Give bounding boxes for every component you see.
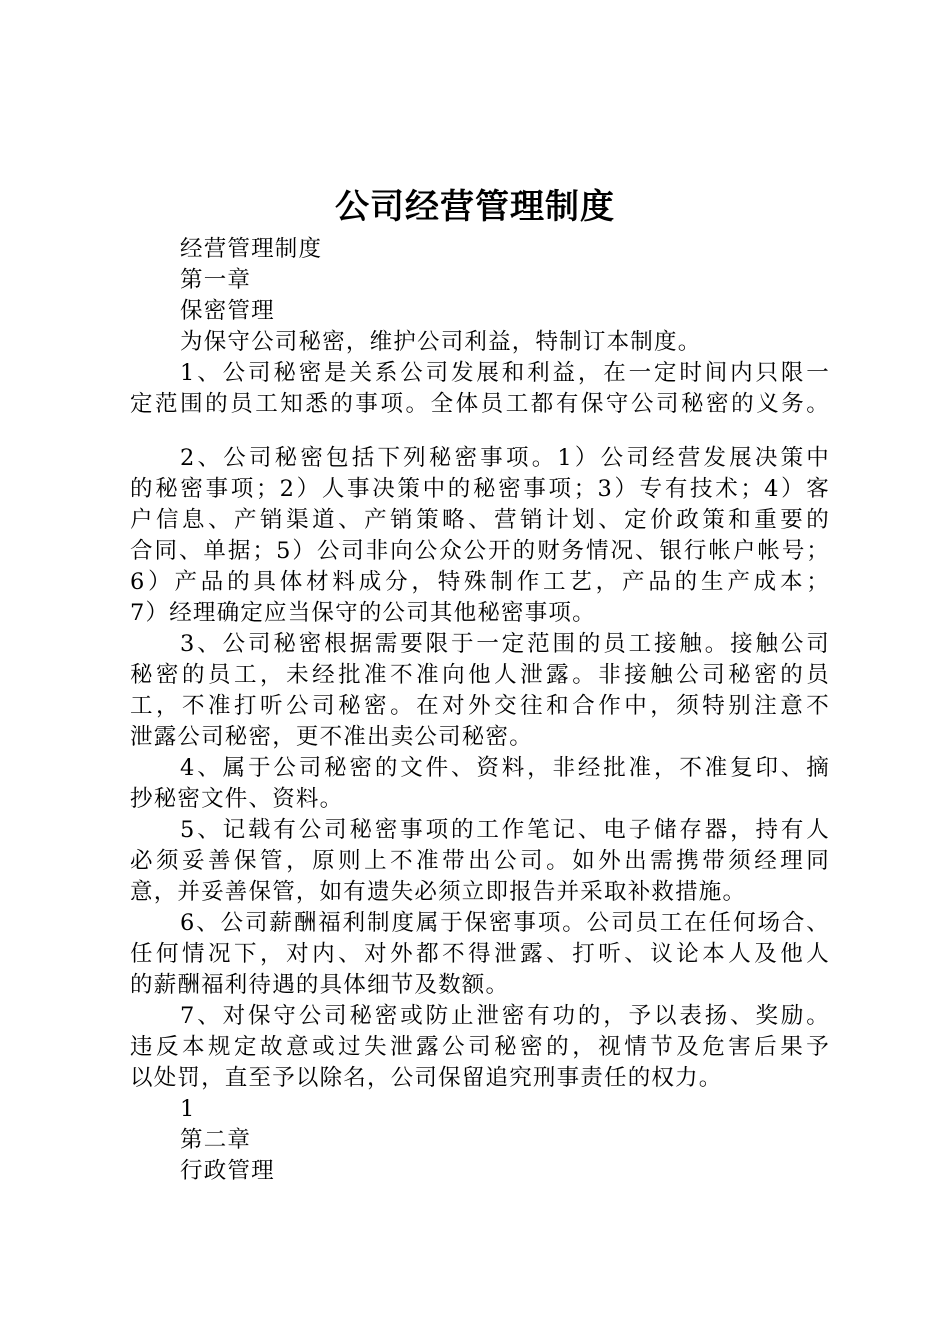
chapter-heading: 第二章 [180, 1127, 252, 1153]
paragraph-line: 任何情况下，对内、对外都不得泄露、打听、议论本人及他人 [130, 941, 830, 967]
subtitle-line: 经营管理制度 [180, 236, 323, 262]
paragraph-line: 2、公司秘密包括下列秘密事项。1）公司经营发展决策中 [180, 445, 830, 471]
paragraph-line: 必须妥善保管，原则上不准带出公司。如外出需携带须经理同 [130, 848, 830, 874]
paragraph-line: 5、记载有公司秘密事项的工作笔记、电子储存器，持有人 [180, 817, 830, 843]
paragraph-line: 意，并妥善保管，如有遗失必须立即报告并采取补救措施。 [130, 879, 747, 905]
document-title: 公司经营管理制度 [335, 187, 615, 227]
paragraph-line: 泄露公司秘密，更不准出卖公司秘密。 [130, 724, 533, 750]
paragraph-line: 3、公司秘密根据需要限于一定范围的员工接触。接触公司 [180, 631, 830, 657]
paragraph-line: 6、公司薪酬福利制度属于保密事项。公司员工在任何场合、 [180, 910, 830, 936]
paragraph-line: 4、属于公司秘密的文件、资料，非经批准，不准复印、摘 [180, 755, 830, 781]
paragraph-line: 定范围的员工知悉的事项。全体员工都有保守公司秘密的义务。 [130, 391, 830, 417]
paragraph-line: 的薪酬福利待遇的具体细节及数额。 [130, 972, 510, 998]
section-heading: 行政管理 [180, 1158, 275, 1184]
paragraph-line: 工，不准打听公司秘密。在对外交往和合作中，须特别注意不 [130, 693, 830, 719]
paragraph-line: 6）产品的具体材料成分，特殊制作工艺，产品的生产成本； [130, 569, 830, 595]
intro-paragraph: 为保守公司秘密，维护公司利益，特制订本制度。 [180, 329, 702, 355]
paragraph-line: 秘密的员工，未经批准不准向他人泄露。非接触公司秘密的员 [130, 662, 830, 688]
page-number: 1 [180, 1096, 196, 1122]
paragraph-line: 7、对保守公司秘密或防止泄密有功的，予以表扬、奖励。 [180, 1003, 830, 1029]
paragraph-gap [130, 420, 830, 443]
paragraph-line: 1、公司秘密是关系公司发展和利益，在一定时间内只限一 [180, 360, 830, 386]
paragraph-line: 合同、单据；5）公司非向公众公开的财务情况、银行帐户帐号； [130, 538, 830, 564]
paragraph-line: 抄秘密文件、资料。 [130, 786, 344, 812]
chapter-heading: 第一章 [180, 267, 252, 293]
section-heading: 保密管理 [180, 298, 275, 324]
paragraph-line: 违反本规定故意或过失泄露公司秘密的，视情节及危害后果予 [130, 1034, 830, 1060]
paragraph-line: 以处罚，直至予以除名，公司保留追究刑事责任的权力。 [130, 1065, 723, 1091]
paragraph-line: 的秘密事项；2）人事决策中的秘密事项；3）专有技术；4）客 [130, 476, 830, 502]
paragraph-line: 户信息、产销渠道、产销策略、营销计划、定价政策和重要的 [130, 507, 830, 533]
document-body [130, 234, 830, 1187]
paragraph-line: 7）经理确定应当保守的公司其他秘密事项。 [130, 600, 596, 626]
